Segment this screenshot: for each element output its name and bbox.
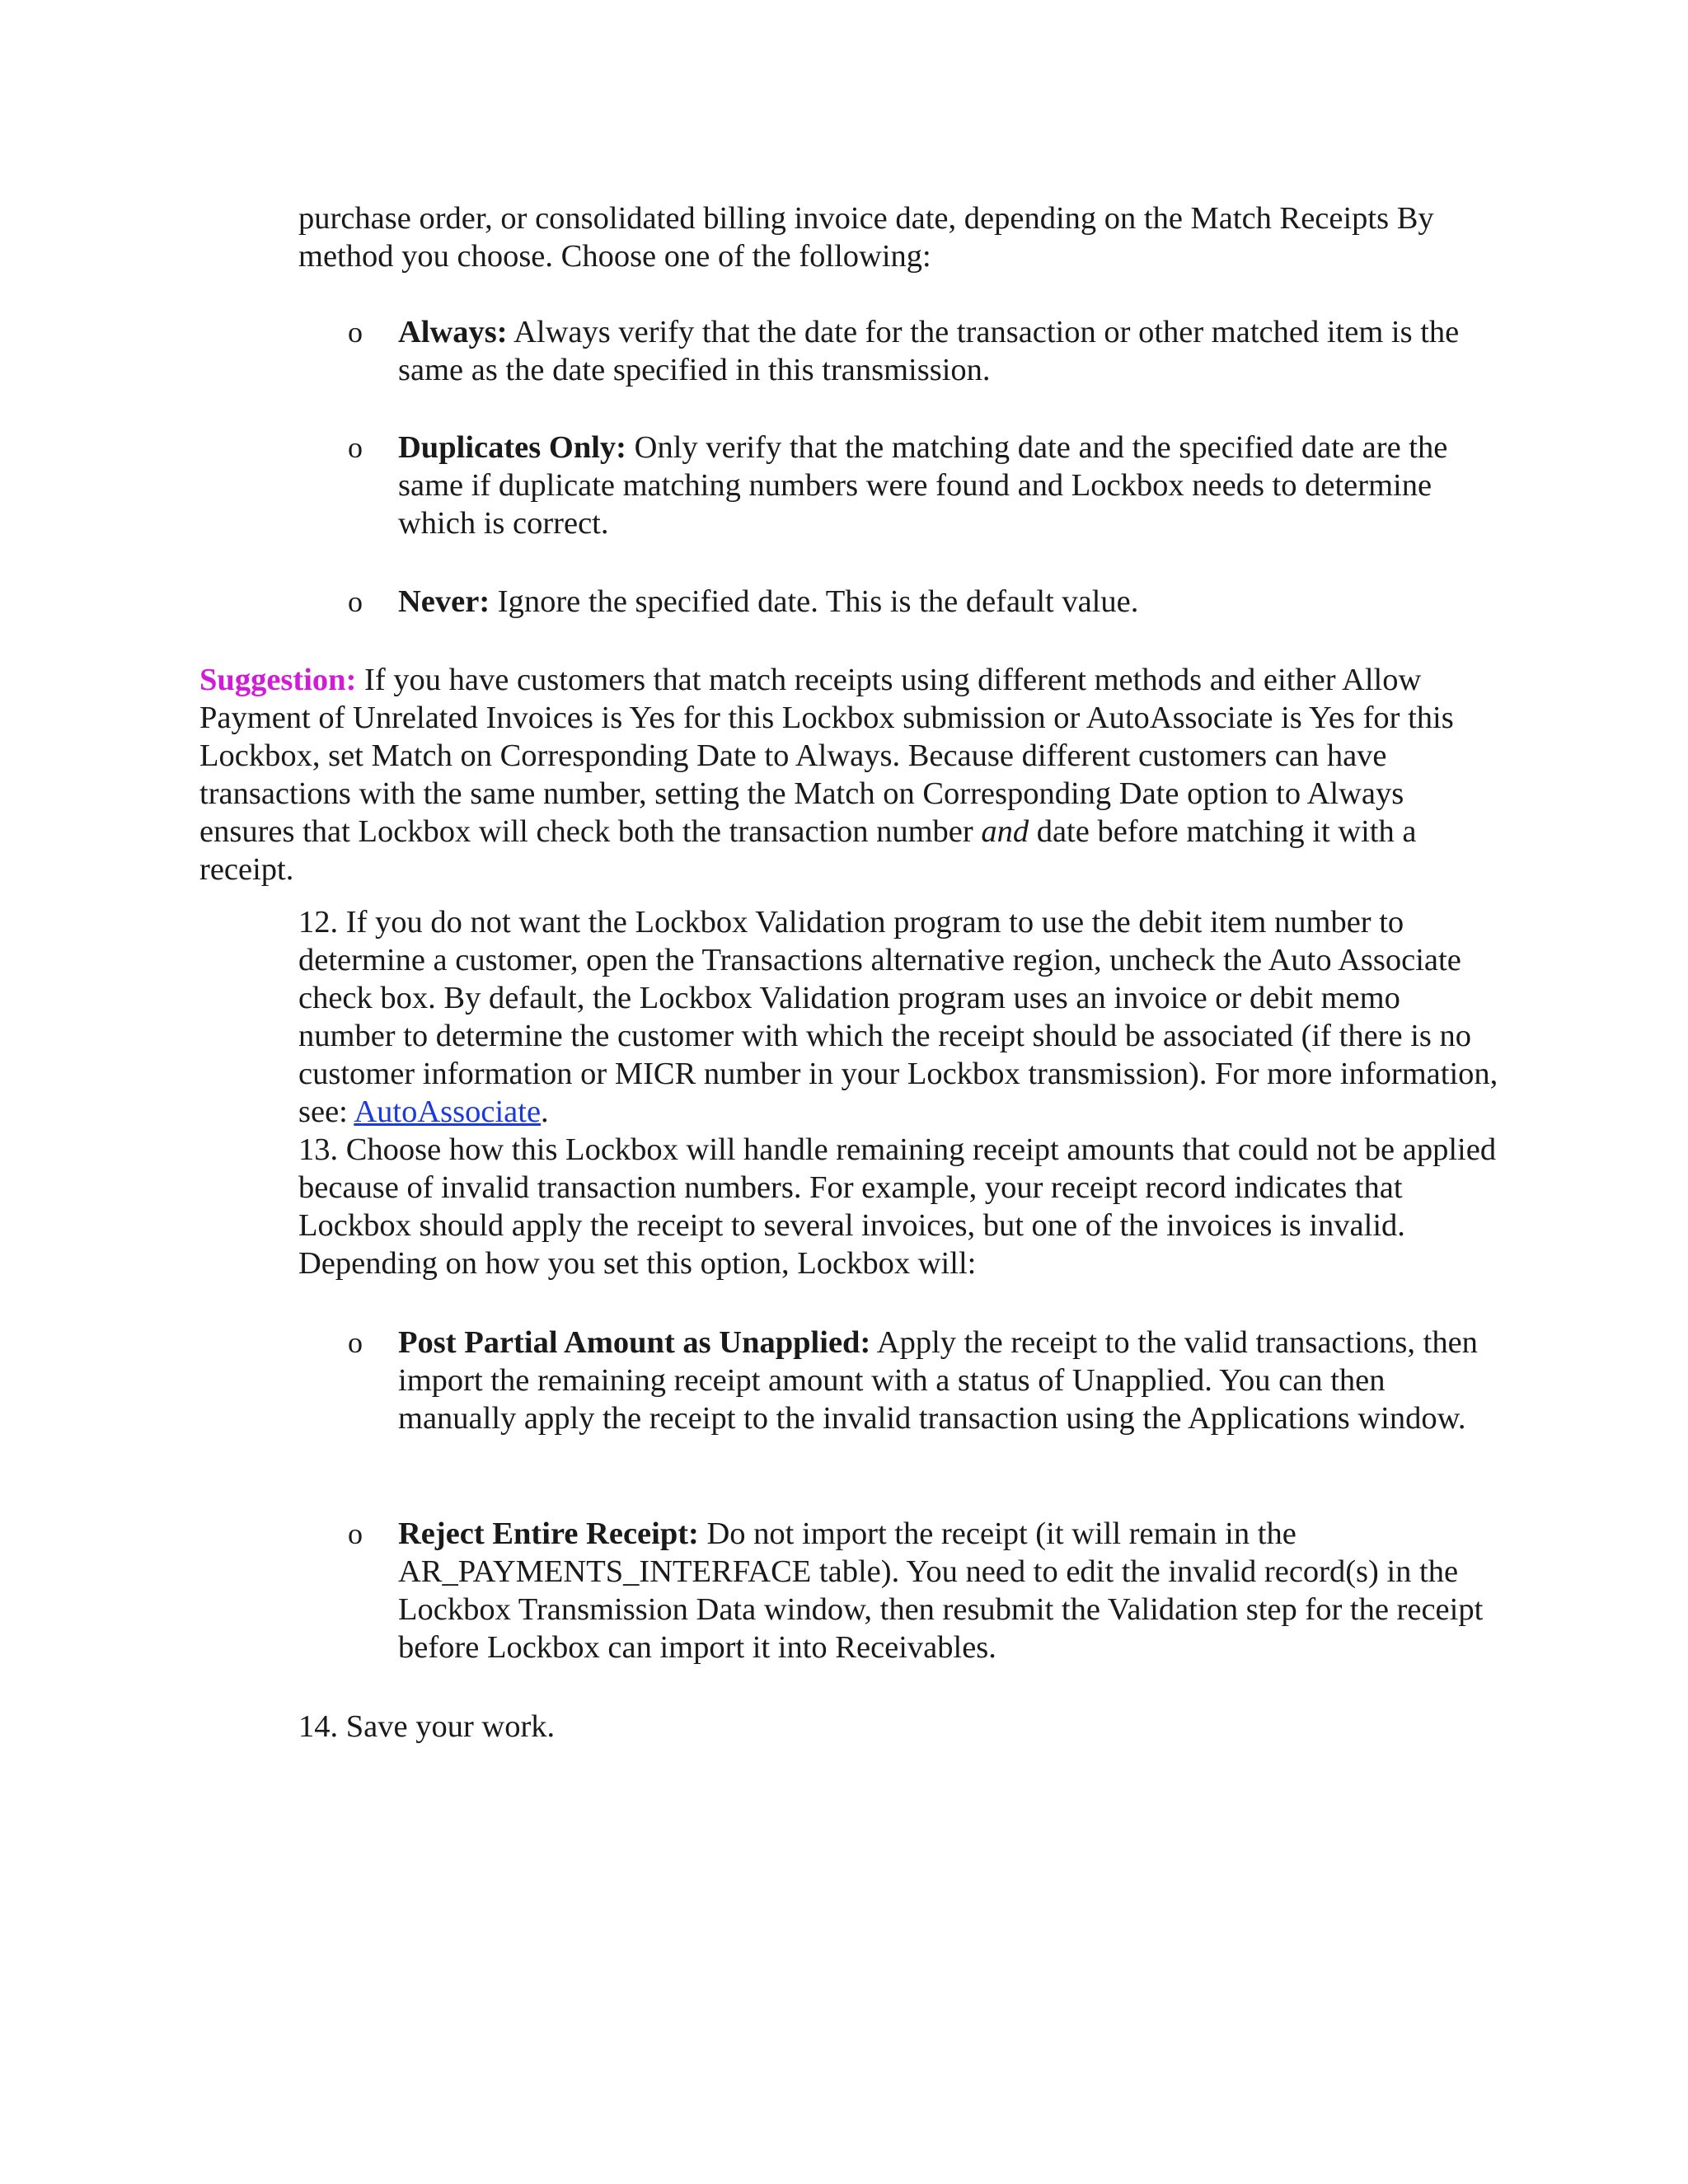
suggestion-emphasis: and — [981, 814, 1029, 849]
option-description: Ignore the specified date. This is the default value. — [490, 584, 1139, 619]
suggestion-body — [199, 661, 1502, 888]
option-label: Never: — [398, 584, 490, 619]
option-description: Apply the receipt to the valid transactions, then import the remaining receipt amount with a status of Unapplied. You can then manually apply the receipt to the invalid transaction using the Applications window. — [398, 1325, 1478, 1436]
option-body — [398, 1324, 1503, 1437]
suggestion-label: Suggestion: — [199, 663, 357, 697]
step-12-period: . — [541, 1094, 549, 1129]
suggestion-text-before: If you have customers that match receipts using different methods and either Allow Payment of Unrelated Invoices is Yes for this Lockbox submission or AutoAssociate is Yes for this Lockbox, set Match on Corresponding Date to Always. Because different customers can have transactions with the same number, setting the Match on Corresponding Date option to Always ensures that Lockbox will check both the transaction number — [199, 663, 1454, 849]
option-label: Reject Entire Receipt: — [398, 1516, 699, 1551]
option-body — [398, 429, 1503, 542]
suggestion-paragraph — [199, 661, 1502, 888]
bullet-icon: o — [348, 1517, 363, 1550]
option-body — [398, 583, 1503, 621]
intro-paragraph — [298, 199, 1502, 275]
step-14 — [298, 1708, 1502, 1746]
step-12 — [298, 903, 1502, 1131]
step-13 — [298, 1131, 1502, 1282]
option-label: Post Partial Amount as Unapplied: — [398, 1325, 871, 1360]
option-label: Duplicates Only: — [398, 430, 627, 465]
step-12-body — [298, 903, 1502, 1131]
autoassociate-link[interactable]: AutoAssociate — [354, 1094, 542, 1129]
option-description: Only verify that the matching date and the specified date are the same if duplicate matching numbers were found and Lockbox needs to determine which is correct. — [398, 430, 1448, 541]
bullet-icon: o — [348, 316, 363, 349]
bullet-icon: o — [348, 1326, 363, 1359]
option-body — [398, 313, 1503, 389]
intro-text: purchase order, or consolidated billing invoice date, depending on the Match Receipts By method you choose. Choose one of the following: — [298, 201, 1434, 274]
option-description: Do not import the receipt (it will remain in the AR_PAYMENTS_INTERFACE table). You need to edit the invalid record(s) in the Lockbox Transmission Data window, then resubmit the Validation step for the receipt before Lockbox can import it into Receivables. — [398, 1516, 1484, 1665]
step-13-text: 13. Choose how this Lockbox will handle remaining receipt amounts that could not be applied because of invalid transaction numbers. For example, your receipt record indicates that Lockbox should apply the receipt to several invoices, but one of the invoices is invalid. Depending on how you set this option, Lockbox will: — [298, 1132, 1497, 1281]
step-12-text: 12. If you do not want the Lockbox Validation program to use the debit item number to determine a customer, open the Transactions alternative region, uncheck the Auto Associate check box. By default, the Lockbox Validation program uses an invoice or debit memo number to determine the customer with which the receipt should be associated (if there is no customer information or MICR number in your Lockbox transmission). For more information, see: — [298, 905, 1498, 1129]
option-body — [398, 1515, 1503, 1666]
option-description: Always verify that the date for the transaction or other matched item is the same as the date specified in this transmission. — [398, 315, 1460, 387]
step-14-text: 14. Save your work. — [298, 1709, 556, 1744]
option-label: Always: — [398, 315, 508, 349]
bullet-icon: o — [348, 585, 363, 618]
suggestion-text-after: date before matching it with a receipt. — [199, 814, 1417, 887]
bullet-icon: o — [348, 431, 363, 464]
